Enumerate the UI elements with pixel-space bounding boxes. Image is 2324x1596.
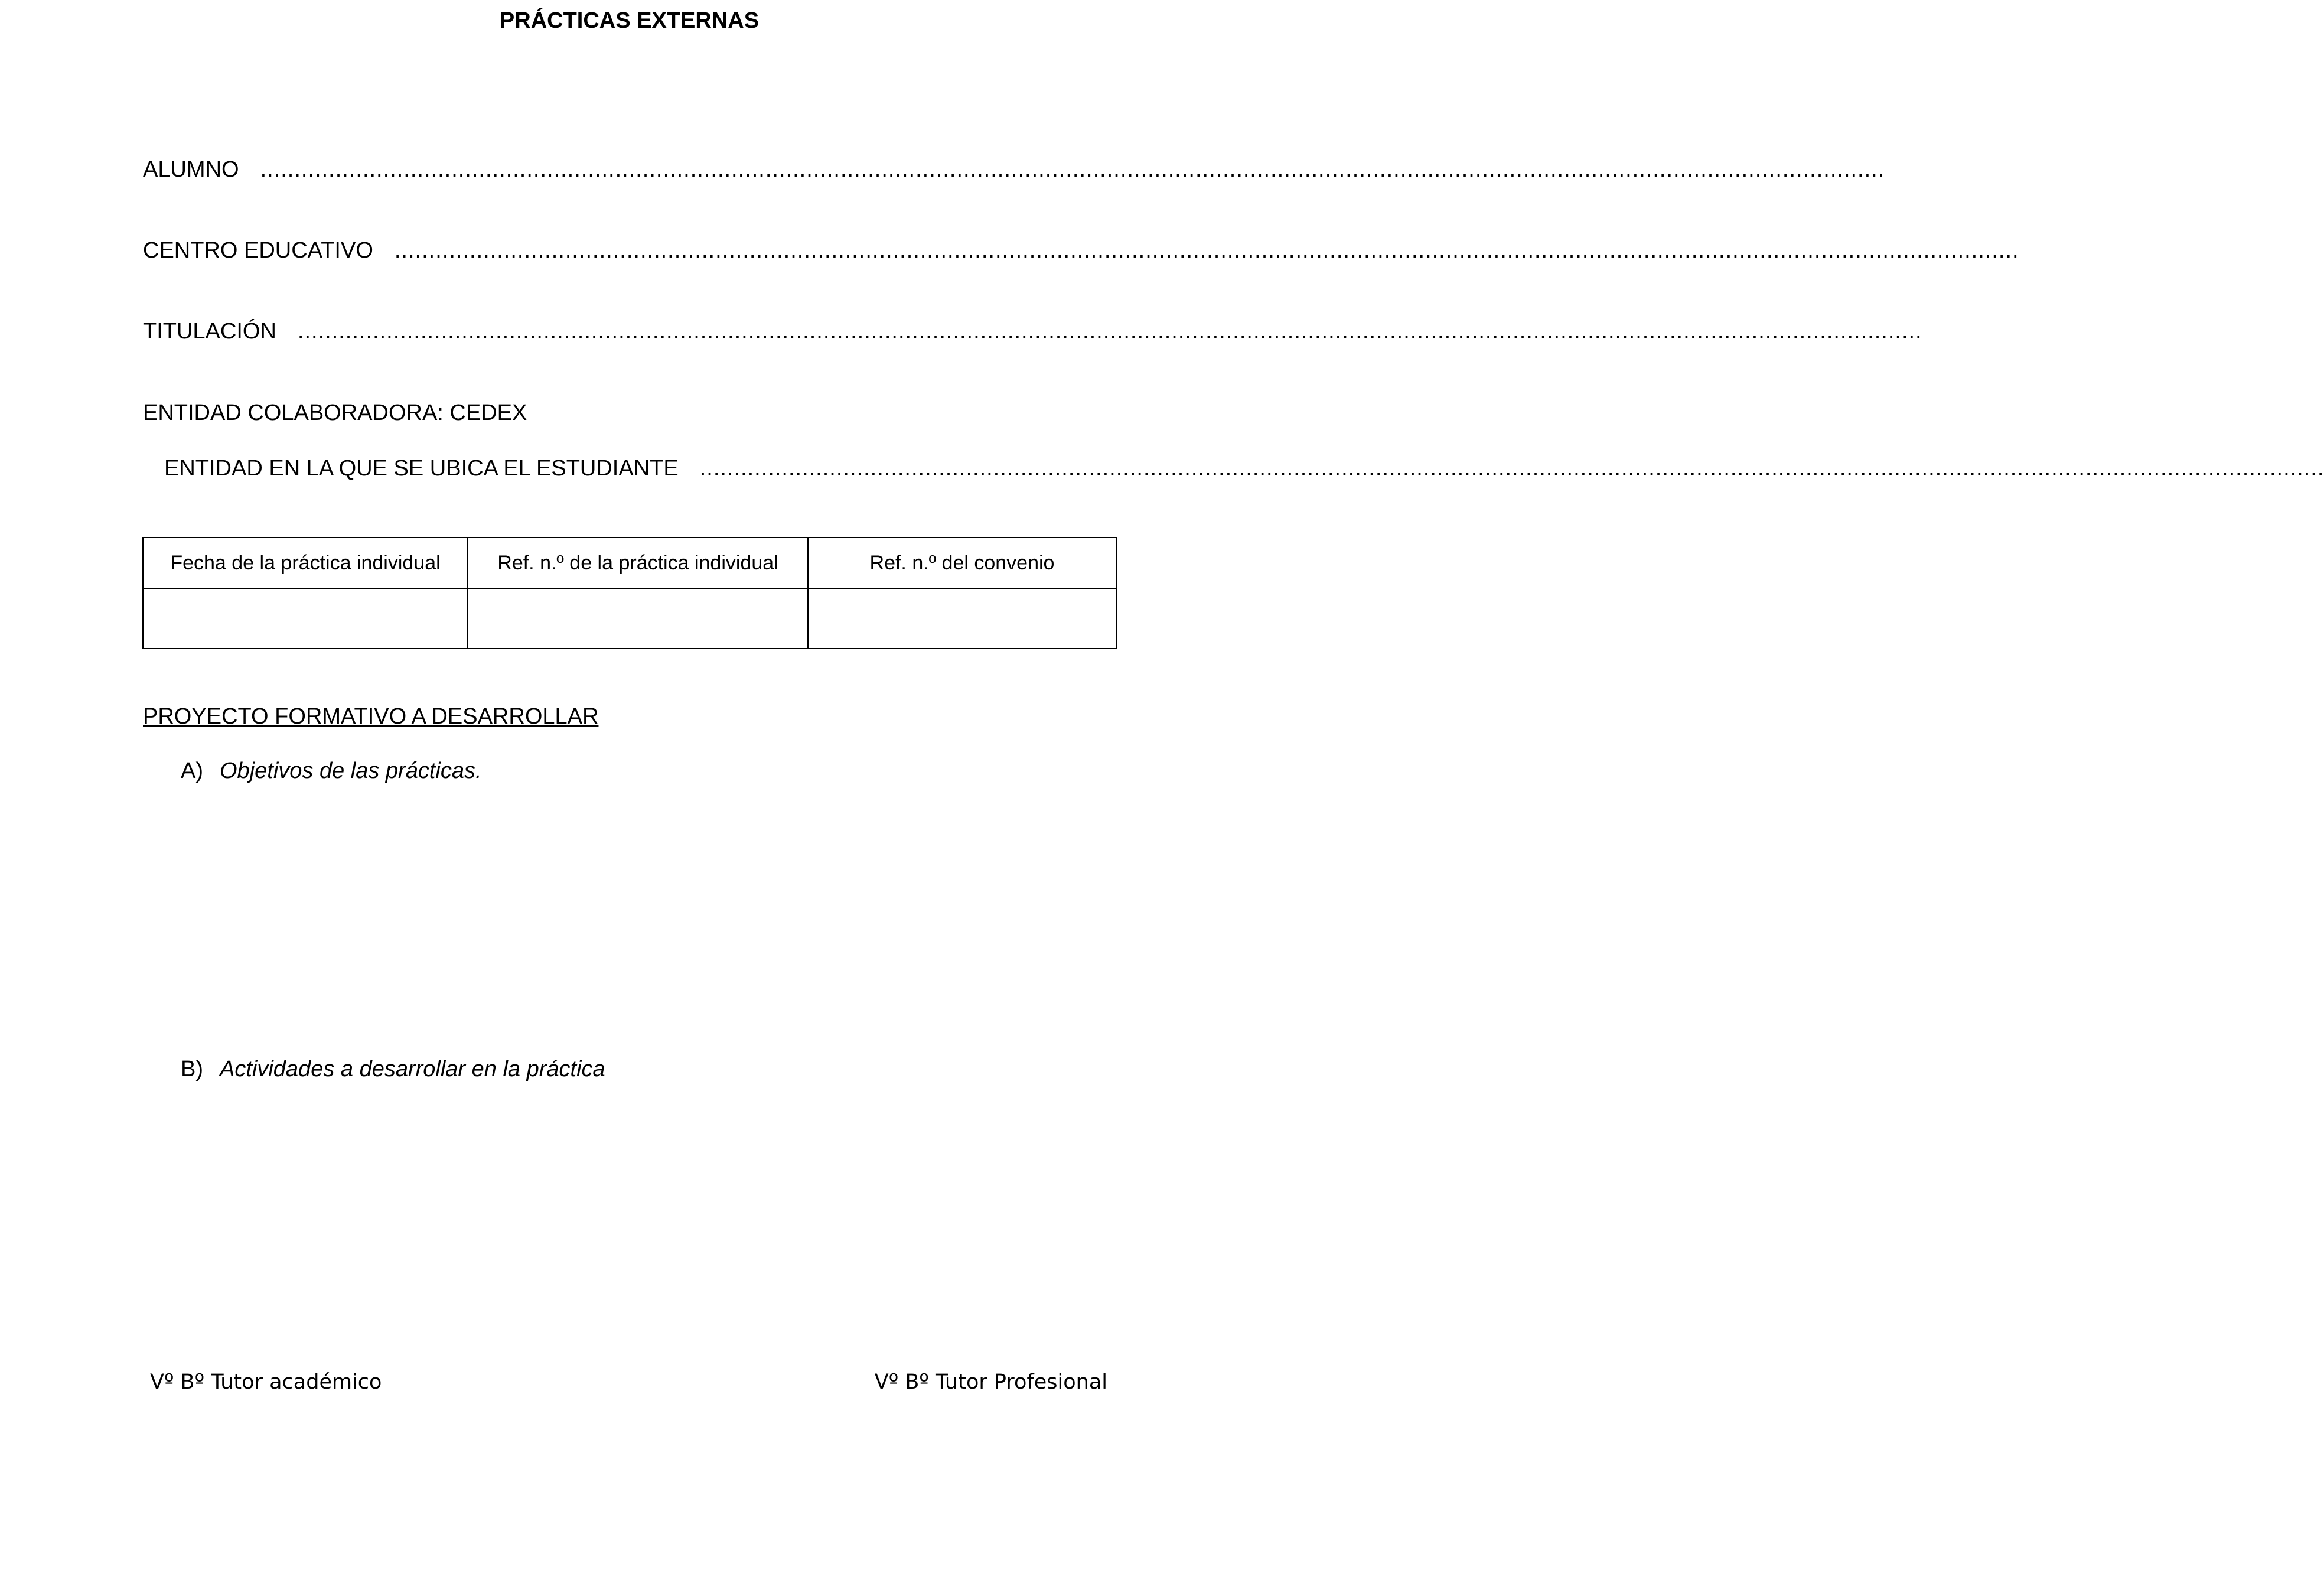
item-text: Actividades a desarrollar en la práctica (220, 1057, 605, 1082)
entidad-ubica-fill-line[interactable]: .............................................................................................................................................................................................................................................. (699, 456, 2324, 481)
alumno-label: ALUMNO (143, 157, 239, 182)
cell-ref-practica[interactable] (468, 588, 808, 649)
list-item (181, 758, 482, 784)
table-row (143, 588, 1116, 649)
titulacion-field[interactable] (143, 319, 1922, 344)
alumno-field[interactable] (143, 157, 1885, 183)
signature-tutor-academico: Vº Bº Tutor académico (150, 1370, 382, 1394)
header-ref-practica: Ref. n.º de la práctica individual (468, 538, 808, 588)
entidad-colaboradora: ENTIDAD COLABORADORA: CEDEX (143, 400, 527, 425)
header-fecha: Fecha de la práctica individual (143, 538, 468, 588)
entidad-ubica-label: ENTIDAD EN LA QUE SE UBICA EL ESTUDIANTE (164, 456, 679, 481)
cell-ref-convenio[interactable] (808, 588, 1116, 649)
item-text: Objetivos de las prácticas. (220, 758, 482, 783)
item-letter: B) (181, 1057, 203, 1082)
list-item (181, 1057, 605, 1082)
titulacion-fill-line[interactable]: .............................................................................................................................................................................................................................................. (297, 319, 1922, 344)
item-letter: A) (181, 758, 203, 783)
signature-tutor-profesional: Vº Bº Tutor Profesional (874, 1370, 1107, 1394)
entidad-ubica-field[interactable] (164, 456, 2324, 481)
titulacion-label: TITULACIÓN (143, 319, 276, 344)
alumno-fill-line[interactable]: .............................................................................................................................................................................................................................................. (260, 157, 1885, 182)
practice-reference-table (142, 537, 1117, 649)
centro-educativo-label: CENTRO EDUCATIVO (143, 238, 373, 263)
cell-fecha[interactable] (143, 588, 468, 649)
table-header-row (143, 538, 1116, 588)
page-title: PRÁCTICAS EXTERNAS (499, 8, 760, 33)
proyecto-heading: PROYECTO FORMATIVO A DESARROLLAR (143, 704, 599, 729)
centro-educativo-fill-line[interactable]: .............................................................................................................................................................................................................................................. (394, 238, 2019, 263)
header-ref-convenio: Ref. n.º del convenio (808, 538, 1116, 588)
centro-educativo-field[interactable] (143, 238, 2019, 263)
